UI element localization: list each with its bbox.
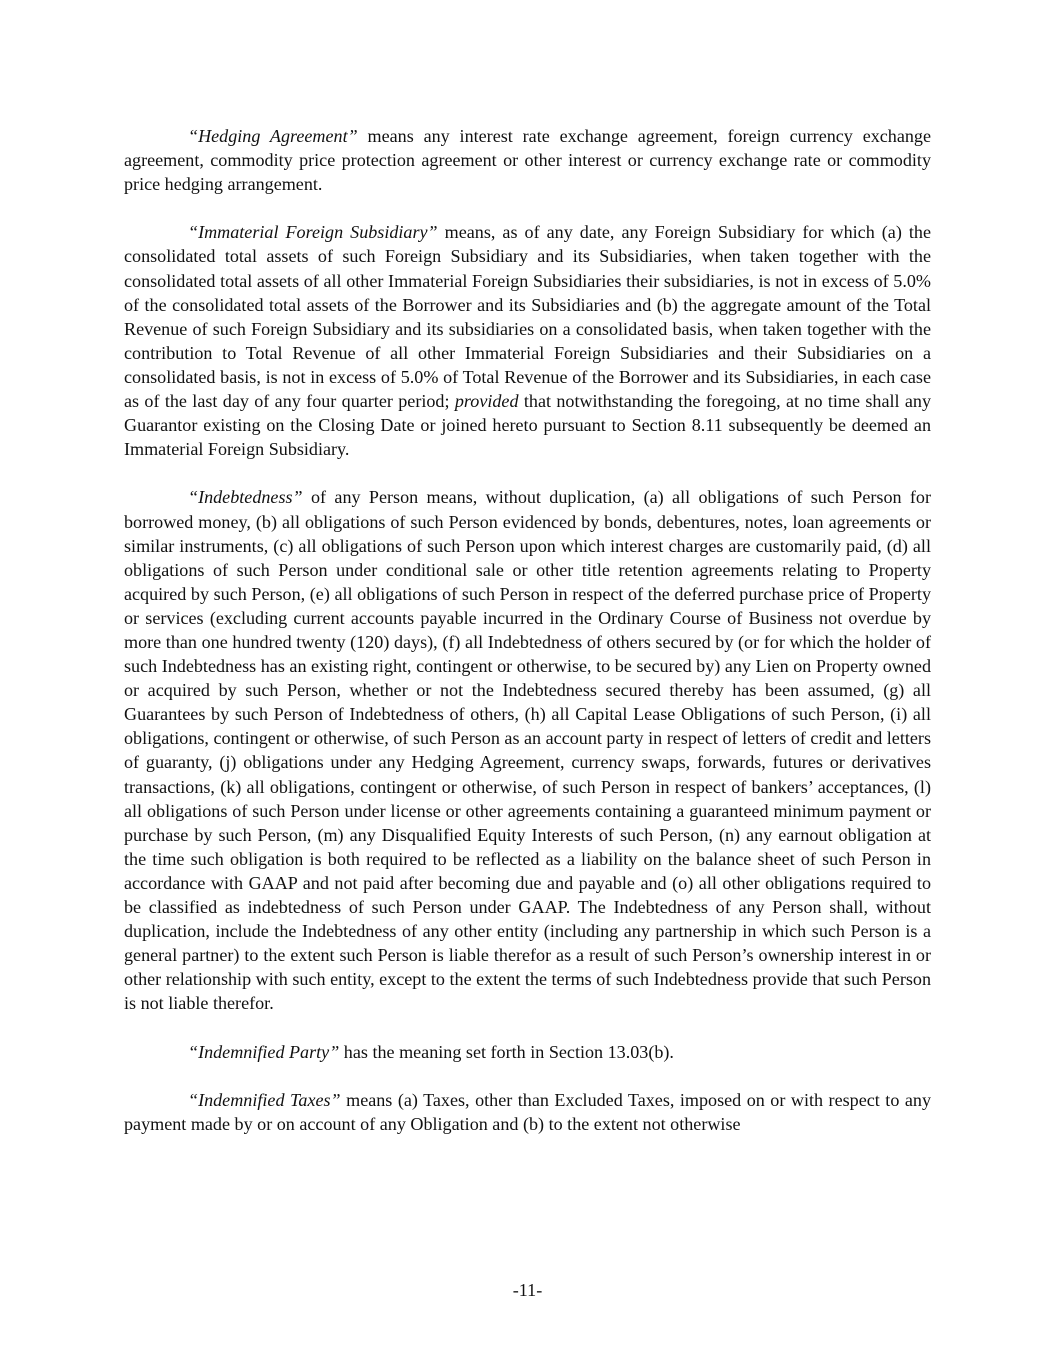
definition-text-continued: that notwithstanding the foregoing, at no time shall any Guarantor existing on the Closing Date or joined hereto pursuant to Section 8.11 subsequently be deemed an Immaterial Foreign Subsidiary.	[124, 391, 932, 460]
definition-indebtedness	[124, 485, 931, 1015]
definition-indemnified-party	[124, 1040, 931, 1064]
page-number: -11-	[512, 1280, 543, 1300]
definition-text: has the meaning set forth in Section 13.03(b).	[339, 1041, 674, 1062]
definition-text: means any interest rate exchange agreement, foreign currency exchange agreement, commodity price protection agreement or other interest or currency exchange rate or commodity price hedging arrangement.	[124, 126, 932, 195]
defined-term: “Indebtedness”	[188, 487, 303, 508]
emphasis-provided: provided	[454, 391, 519, 412]
definition-text: means, as of any date, any Foreign Subsidiary for which (a) the consolidated total assets of such Foreign Subsidiary and its Subsidiaries, when taken together with the consolidated total assets of all other Immaterial Foreign Subsidiaries their subsidiaries, is not in excess of 5.0% of the consolidated total assets of the Borrower and its Subsidiaries and (b) the aggregate amount of the Total Revenue of such Foreign Subsidiary and its subsidiaries on a consolidated basis, when taken together with the contribution to Total Revenue of all other Immaterial Foreign Subsidiaries and their Subsidiaries on a consolidated basis, is not in excess of 5.0% of Total Revenue of the Borrower and its Subsidiaries, in each case as of the last day of any four quarter period;	[124, 222, 931, 412]
definition-text: means (a) Taxes, other than Excluded Taxes, imposed on or with respect to any payment made by or on account of any Obligation and (b) to the extent not otherwise	[124, 1089, 932, 1134]
definition-immaterial-foreign-subsidiary	[124, 220, 931, 461]
defined-term: “Immaterial Foreign Subsidiary”	[188, 222, 438, 243]
definition-hedging-agreement	[124, 124, 931, 196]
definition-indemnified-taxes	[124, 1088, 931, 1136]
defined-term: “Hedging Agreement”	[188, 126, 358, 146]
definition-text: of any Person means, without duplication, (a) all obligations of such Person for borrowed money, (b) all obligations of such Person evidenced by bonds, debentures, notes, loan agreements or similar instruments, (c) all obligations of such Person upon which interest charges are customarily paid, (d) all obligations of such Person under conditional sale or other title retention agreements relating to Property acquired by such Person, (e) all obligations of such Person in respect of the deferred purchase price of Property or services (excluding current accounts payable incurred in the Ordinary Course of Business not overdue by more than one hundred twenty (120) days), (f) all Indebtedness of others secured by (or for which the holder of such Indebtedness has an existing right, contingent or otherwise, to be secured by) any Lien on Property owned or acquired by such Person, whether or not the Indebtedness secured thereby has been assumed, (g) all Guarantees by such Person of Indebtedness of others, (h) all Capital Lease Obligations of such Person, (i) all obligations, contingent or otherwise, of such Person as an account party in respect of letters of credit and letters of guaranty, (j) obligations under any Hedging Agreement, currency swaps, forwards, futures or derivatives transactions, (k) all obligations, contingent or otherwise, of such Person in respect of bankers’ acceptances, (l) all obligations of such Person under license or other agreements containing a guaranteed minimum payment or purchase by such Person, (m) any Disqualified Equity Interests of such Person, (n) any earnout obligation at the time such obligation is both required to be reflected as a liability on the balance sheet of such Person in accordance with GAAP and not paid after becoming due and payable and (o) all other obligations required to be classified as indebtedness of such Person under GAAP. The Indebtedness of any Person shall, without duplication, include the Indebtedness of any other entity (including any partnership in which such Person is a general partner) to the extent such Person is liable therefor as a result of such Person’s ownership interest in or other relationship with such entity, except to the extent the terms of such Indebtedness provide that such Person is not liable therefor.	[124, 487, 931, 1014]
defined-term: “Indemnified Party”	[188, 1041, 340, 1062]
defined-term: “Indemnified Taxes”	[188, 1089, 341, 1110]
document-page	[124, 124, 931, 1160]
